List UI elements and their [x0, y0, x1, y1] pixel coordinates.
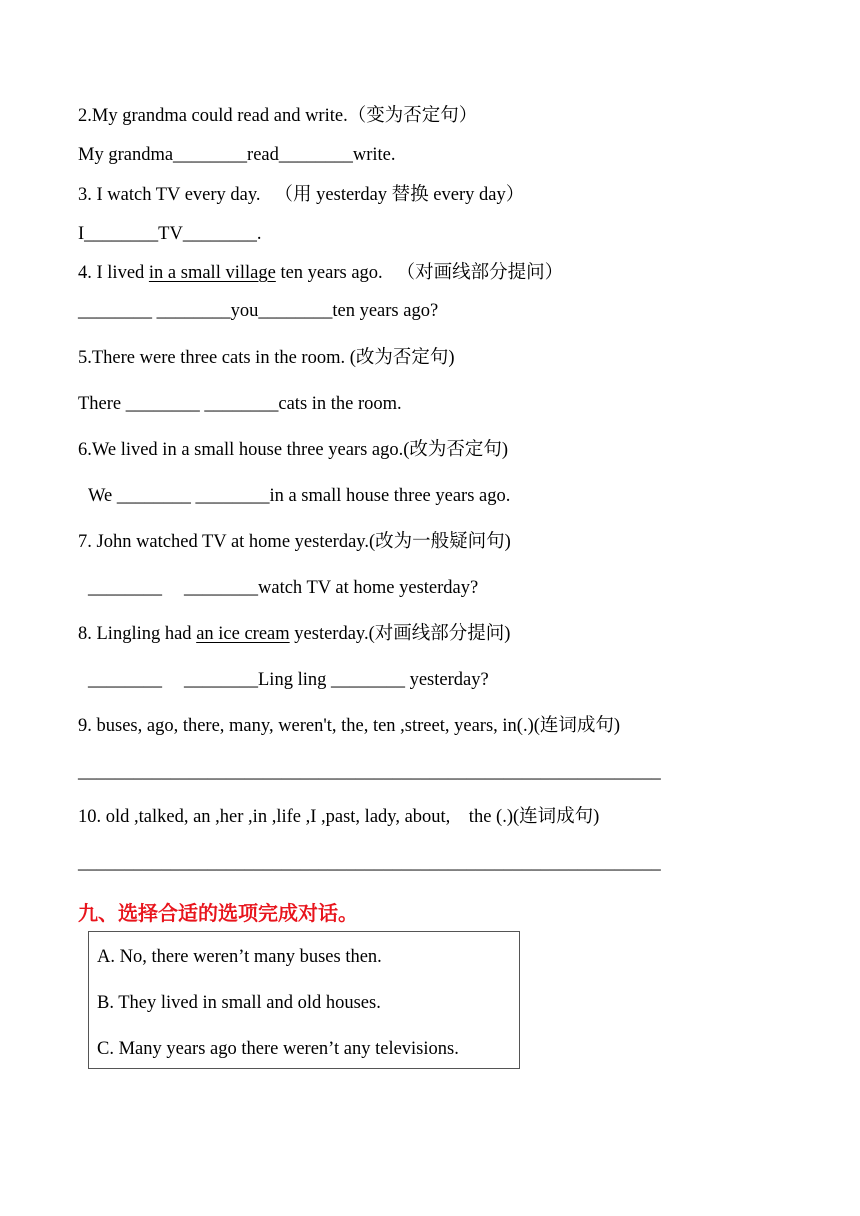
question-8-text-end: yesterday.(对画线部分提问) [289, 624, 511, 644]
answer-line-2: My grandma________read________write. [78, 145, 396, 165]
question-10: 10. old ,talked, an ,her ,in ,life ,I ,past, lady, about, the (.)(连词成句) [78, 807, 600, 827]
answer-7-rest: ________watch TV at home yesterday? [184, 578, 479, 598]
question-3 [78, 186, 524, 205]
answer-line-7 [88, 579, 478, 598]
answer-line-6: We ________ ________in a small house three years ago. [88, 486, 511, 506]
answer-line-8 [88, 671, 489, 690]
option-a: A. No, there weren’t many buses then. [97, 947, 382, 967]
question-7: 7. John watched TV at home yesterday.(改为一般疑问句) [78, 532, 511, 552]
answer-line-10: _______________________________________________________________ [78, 853, 661, 873]
question-8 [78, 625, 510, 644]
question-3-instruction: （用 yesterday 替换 every day） [274, 185, 525, 205]
question-4-text-start: 4. I lived [78, 263, 149, 283]
question-2: 2.My grandma could read and write.（变为否定句） [78, 106, 478, 126]
question-6: 6.We lived in a small house three years ago.(改为否定句) [78, 440, 509, 460]
answer-line-3: I________TV________. [78, 224, 262, 244]
answer-7-blank: ________ [88, 578, 162, 598]
question-4 [78, 264, 563, 283]
question-4-underlined-phrase: in a small village [148, 263, 276, 283]
question-8-text-start: 8. Lingling had [78, 624, 197, 644]
answer-line-5: There ________ ________cats in the room. [78, 394, 402, 414]
options-box [88, 931, 520, 1069]
answer-8-rest: ________Ling ling ________ yesterday? [184, 670, 489, 690]
question-8-underlined-phrase: an ice cream [196, 624, 290, 644]
option-c: C. Many years ago there weren’t any televisions. [97, 1039, 459, 1059]
question-9: 9. buses, ago, there, many, weren't, the, ten ,street, years, in(.)(连词成句) [78, 716, 621, 736]
question-5: 5.There were three cats in the room. (改为否定句) [78, 348, 455, 368]
answer-line-9: _______________________________________________________________ [78, 762, 661, 782]
answer-line-4: ________ ________you________ten years ago? [78, 301, 439, 321]
answer-8-blank: ________ [88, 670, 162, 690]
question-4-text-end: ten years ago. [275, 263, 383, 283]
question-4-instruction: （对画线部分提问） [396, 263, 564, 283]
option-b: B. They lived in small and old houses. [97, 993, 381, 1013]
section-9-heading: 九、选择合适的选项完成对话。 [78, 901, 358, 925]
question-3-text: 3. I watch TV every day. [78, 185, 261, 205]
